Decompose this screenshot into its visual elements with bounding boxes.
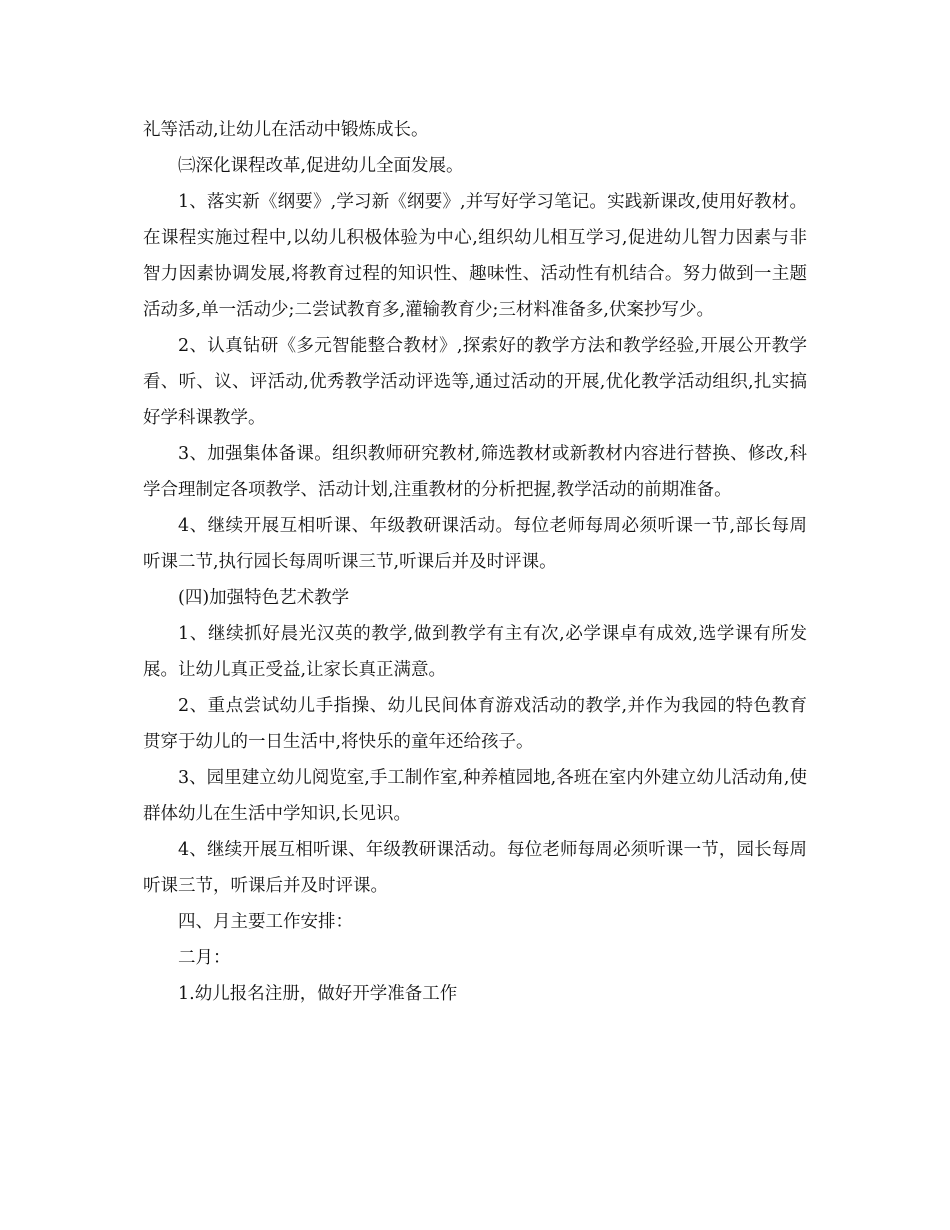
month-heading: 二月： [178,948,231,968]
section-heading: 四、月主要工作安排： [178,912,353,932]
section-heading: (四)加强特色艺术教学 [178,588,350,608]
paragraph: 2、重点尝试幼儿手指操、幼儿民间体育游戏活动的教学,并作为我园的特色教育贯穿于幼儿的一日生活中,将快乐的童年还给孩子。 [143,696,807,752]
paragraph: 3、加强集体备课。组织教师研究教材,筛选教材或新教材内容进行替换、修改,科学合理制定各项教学、活动计划,注重教材的分析把握,教学活动的前期准备。 [143,444,807,500]
document-body [143,112,807,1012]
paragraph: 礼等活动,让幼儿在活动中锻炼成长。 [143,120,429,140]
list-item: 1.幼儿报名注册，做好开学准备工作 [178,984,458,1004]
paragraph: 4、继续开展互相听课、年级教研课活动。每位老师每周必须听课一节，园长每周听课三节，听课后并及时评课。 [143,840,807,896]
paragraph: 1、落实新《纲要》,学习新《纲要》,并写好学习笔记。实践新课改,使用好教材。在课程实施过程中,以幼儿积极体验为中心,组织幼儿相互学习,促进幼儿智力因素与非智力因素协调发展,将教育过程的知识性、趣味性、活动性有机结合。努力做到一主题活动多,单一活动少;二尝试教育多,灌输教育少;三材料准备多,伏案抄写少。 [143,192,807,320]
paragraph: 3、园里建立幼儿阅览室,手工制作室,种养植园地,各班在室内外建立幼儿活动角,使群体幼儿在生活中学知识,长见识。 [143,768,807,824]
paragraph: 1、继续抓好晨光汉英的教学,做到教学有主有次,必学课卓有成效,选学课有所发展。让幼儿真正受益,让家长真正满意。 [143,624,807,680]
paragraph: 4、继续开展互相听课、年级教研课活动。每位老师每周必须听课一节,部长每周听课二节,执行园长每周听课三节,听课后并及时评课。 [143,516,807,572]
section-heading: ㈢深化课程改革,促进幼儿全面发展。 [178,156,464,176]
paragraph: 2、认真钻研《多元智能整合教材》,探索好的教学方法和教学经验,开展公开教学看、听、议、评活动,优秀教学活动评选等,通过活动的开展,优化教学活动组织,扎实搞好学科课教学。 [143,336,807,428]
